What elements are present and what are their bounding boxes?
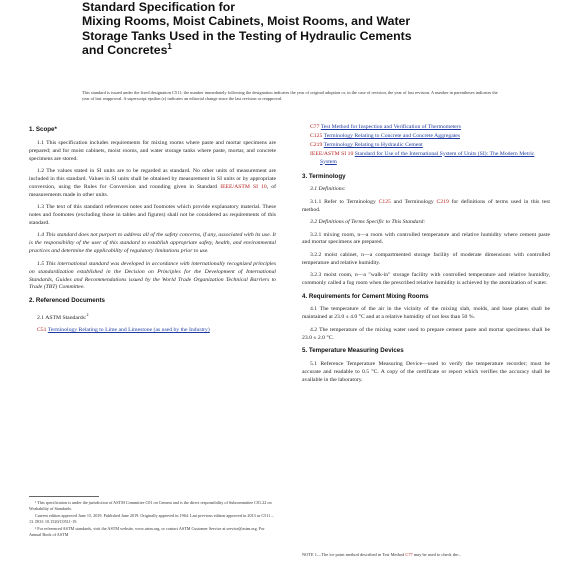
note-1-b: may be used to check the... (413, 552, 462, 557)
ref-c219[interactable] (302, 142, 550, 150)
para-3-2-1: 3.2.1 mixing room, n—a room with controlled temperature and relative humidity where cement paste and mortar specimens are prepared. (302, 231, 550, 246)
para-3-2-3: 3.2.3 moist room, n—a "walk-in" storage facility with controlled temperature and relative humidity, commonly called a fog room when the prescribed relative humidity is achieved by the atomization of water. (302, 272, 550, 287)
para-2-1 (29, 311, 276, 323)
temperature-heading: 5. Temperature Measuring Devices (302, 347, 404, 355)
para-1-1: 1.1 This specification includes requirements for mixing rooms where paste and mortar specimens are prepared; and for moist cabinets, moist rooms, and water storage tanks where paste, mortar, and concrete specimens are stored. (29, 139, 276, 162)
note-1-a: NOTE 1—The ice point method described in Test Method (302, 552, 405, 557)
designation-note: This standard is issued under the fixed designation C511; the number immediately following the designation indicates the year of original adoption or, in the case of revision, the year of last revision. A number in parentheses indicates the year of last reapproval. A superscript epsilon (ε) indicates an editorial change since the last revision or reapproval. (82, 90, 498, 101)
para-3-1: 3.1 Definitions: (310, 186, 346, 193)
para-3-1-1-a: 3.1.1 Refer to Terminology (310, 198, 376, 205)
para-1-2-text: 1.2 The values stated in SI units are to be regarded as standard. No other units of measurement are included in this standard. Values in SI units shall be obtained by measurement in SI units or by appropriate conversion, using the Rules for Conversion and rounding given in Standard (29, 168, 276, 190)
ref-c77-code[interactable]: C77 (310, 124, 320, 130)
left-column (29, 124, 276, 336)
requirements-heading: 4. Requirements for Cement Mixing Rooms (302, 292, 429, 300)
footnote-1: ¹ This specification is under the jurisdiction of ASTM Committee C01 on Cement and is the direct responsibility of Subcommittee C01.22 on Workability of Standards. (29, 500, 272, 511)
para-1-2 (29, 168, 276, 200)
title-line-3: Storage Tanks Used in the Testing of Hydraulic Cements (82, 28, 412, 43)
para-5-1: 5.1 Reference Temperature Measuring Device—used to verify the temperature recorder; must be accurate and readable to 0.5 °C. A copy of the certificate or report which verifies the accuracy shall be available in the laboratory. (302, 360, 550, 383)
title-line-1: Standard Specification for (82, 0, 236, 14)
terminology-heading: 3. Terminology (302, 172, 346, 180)
footnotes (29, 500, 274, 539)
para-3-1-1-b: and Terminology (393, 198, 434, 205)
scope-heading: 1. Scope* (29, 126, 57, 133)
para-4-1: 4.1 The temperature of the air in the vicinity of the mixing slab, molds, and base plates shall be maintained at 23.0 ± 4.0 °C and at a relative humidity of not less than 50 %. (302, 306, 550, 321)
para-1-5: 1.5 This international standard was developed in accordance with internationally recognized principles on standardization established in the Decision on Principles for the Development of International Standards, Guides and Recommendations issued by the World Trade Organization Technical Barriers to Trade (TBT) Committee. (29, 260, 276, 291)
link-c219[interactable]: C219 (436, 198, 449, 205)
ref-c219-code[interactable]: C219 (310, 141, 323, 148)
ref-c125[interactable] (302, 133, 550, 141)
para-3-2-2: 3.2.2 moist cabinet, n—a compartmented storage facility of moderate dimensions with controlled temperature and relative humidity. (302, 251, 550, 266)
link-ieee-si10[interactable]: IEEE/ASTM SI 10 (220, 183, 267, 190)
title-line-4 (82, 43, 522, 57)
footnote-edition: Current edition approved June 15, 2019. Published June 2019. Originally approved in 1964. Last previous edition approved in 2013 as C511 – 13. DOI: 10.1520/C0511-19. (29, 513, 274, 524)
title-footnote-marker: 1 (167, 42, 172, 52)
ref-c219-text[interactable]: Terminology Relating to Hydraulic Cement (323, 141, 423, 148)
ref-c125-text[interactable]: Terminology Relating to Concrete and Concrete Aggregates (323, 132, 461, 139)
ref-c51-text[interactable]: Terminology Relating to Lime and Limestone (as used by the Industry) (47, 327, 210, 334)
title-line-2: Mixing Rooms, Moist Cabinets, Moist Rooms, and Water (82, 14, 411, 29)
para-3-2: 3.2 Definitions of Terms Specific to This Standard: (310, 219, 426, 226)
para-4-2: 4.2 The temperature of the mixing water used to prepare cement paste and mortar specimens shall be 23.0 ± 2.0 °C. (302, 326, 550, 341)
ref-c51[interactable] (29, 327, 276, 335)
para-2-1-text: 2.1 ASTM Standards: (37, 314, 87, 321)
page-title (82, 0, 522, 58)
ref-c51-code[interactable]: C51 (37, 327, 47, 334)
link-c125[interactable]: C125 (378, 198, 391, 205)
ref-c125-code[interactable]: C125 (310, 132, 323, 139)
para-1-2-tail: , of measurements made in other units. (29, 183, 276, 198)
para-2-1-sup: 2 (86, 311, 89, 317)
link-c77[interactable]: C77 (405, 552, 413, 557)
footnote-rule (29, 496, 99, 497)
right-column (302, 124, 550, 389)
para-3-1-1-c: for definitions of terms used in this test method. (302, 198, 550, 213)
footnote-2: ² For referenced ASTM standards, visit the ASTM website, www.astm.org, or contact ASTM Customer Service at service@astm.org. For Annual Book of ASTM (29, 526, 265, 537)
ref-ieee-text[interactable]: Standard for Use of the International System of Units (SI): The Modern Metric System (320, 150, 535, 165)
para-1-3: 1.3 The text of this standard references notes and footnotes which provide explanatory material. These notes and footnotes (excluding those in tables and figures) shall not be considered as requirements of this standard. (29, 204, 276, 227)
refdocs-heading: 2. Referenced Documents (29, 296, 105, 304)
ref-c77[interactable] (302, 124, 550, 132)
note-1 (302, 552, 550, 558)
title-line-4-text: and Concretes (82, 43, 168, 58)
ref-c77-text[interactable]: Test Method for Inspection and Verification of Thermometers (320, 124, 461, 130)
para-1-4: 1.4 This standard does not purport to address all of the safety concerns, if any, associated with its use. It is the responsibility of the user of this standard to establish appropriate safety, health, and environmental practices and determine the applicability of regulatory limitations prior to use. (29, 232, 276, 255)
ref-ieee-code[interactable]: IEEE/ASTM SI 10 (310, 150, 354, 157)
para-3-1-1 (302, 199, 550, 215)
ref-ieee-si10[interactable] (302, 151, 550, 167)
